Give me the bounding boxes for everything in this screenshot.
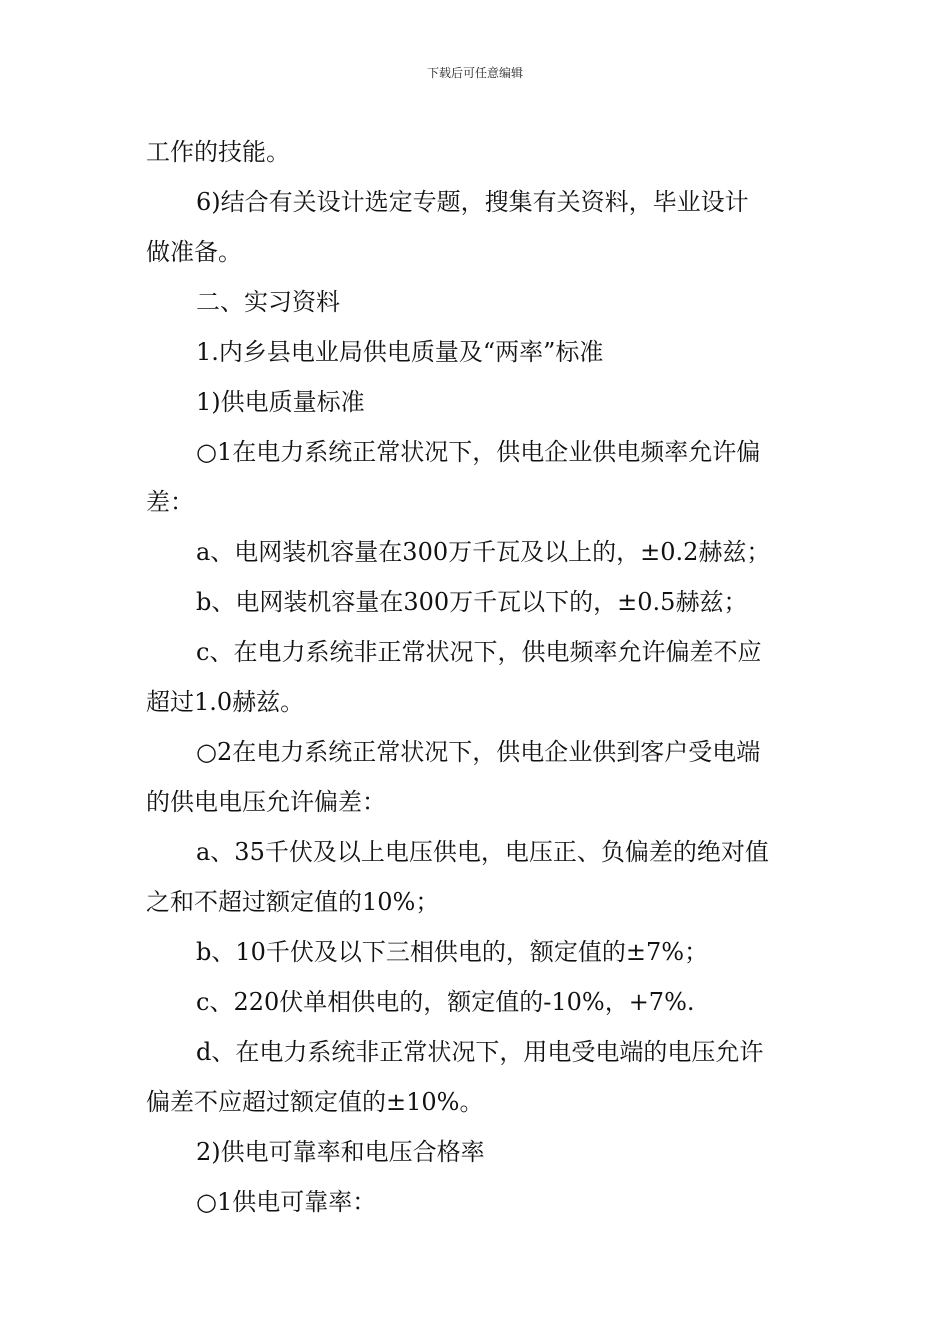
body-line: 差： <box>146 488 194 516</box>
body-line: 偏差不应超过额定值的±10%。 <box>146 1088 484 1116</box>
body-line: a、电网装机容量在300万千瓦及以上的，±0.2赫兹； <box>196 538 771 566</box>
body-line: 2)供电可靠率和电压合格率 <box>196 1138 485 1166</box>
body-line: c、220伏单相供电的，额定值的-10%，+7%. <box>196 988 695 1016</box>
body-line: 1.内乡县电业局供电质量及“两率”标准 <box>196 338 604 366</box>
body-line: ○1供电可靠率： <box>196 1188 377 1216</box>
body-line: b、10千伏及以下三相供电的，额定值的±7%； <box>196 938 709 966</box>
body-line: 二、实习资料 <box>196 288 340 316</box>
body-line: a、35千伏及以上电压供电，电压正、负偏差的绝对值 <box>196 838 769 866</box>
body-line: ○1在电力系统正常状况下，供电企业供电频率允许偏 <box>196 438 761 466</box>
document-body <box>146 127 806 1227</box>
body-line: 6)结合有关设计选定专题，搜集有关资料，毕业设计 <box>196 188 749 216</box>
body-line: 的供电电压允许偏差： <box>146 788 386 816</box>
body-line: 1)供电质量标准 <box>196 388 365 416</box>
body-line: d、在电力系统非正常状况下，用电受电端的电压允许 <box>196 1038 764 1066</box>
body-line: 工作的技能。 <box>146 138 290 166</box>
body-line: 之和不超过额定值的10%； <box>146 888 440 916</box>
body-line: 做准备。 <box>146 238 242 266</box>
body-line: 超过1.0赫兹。 <box>146 688 305 716</box>
page-header: 下载后可任意编辑 <box>426 66 523 80</box>
body-line: b、电网装机容量在300万千瓦以下的，±0.5赫兹； <box>196 588 748 616</box>
body-line: ○2在电力系统正常状况下，供电企业供到客户受电端 <box>196 738 761 766</box>
body-line: c、在电力系统非正常状况下，供电频率允许偏差不应 <box>196 638 762 666</box>
